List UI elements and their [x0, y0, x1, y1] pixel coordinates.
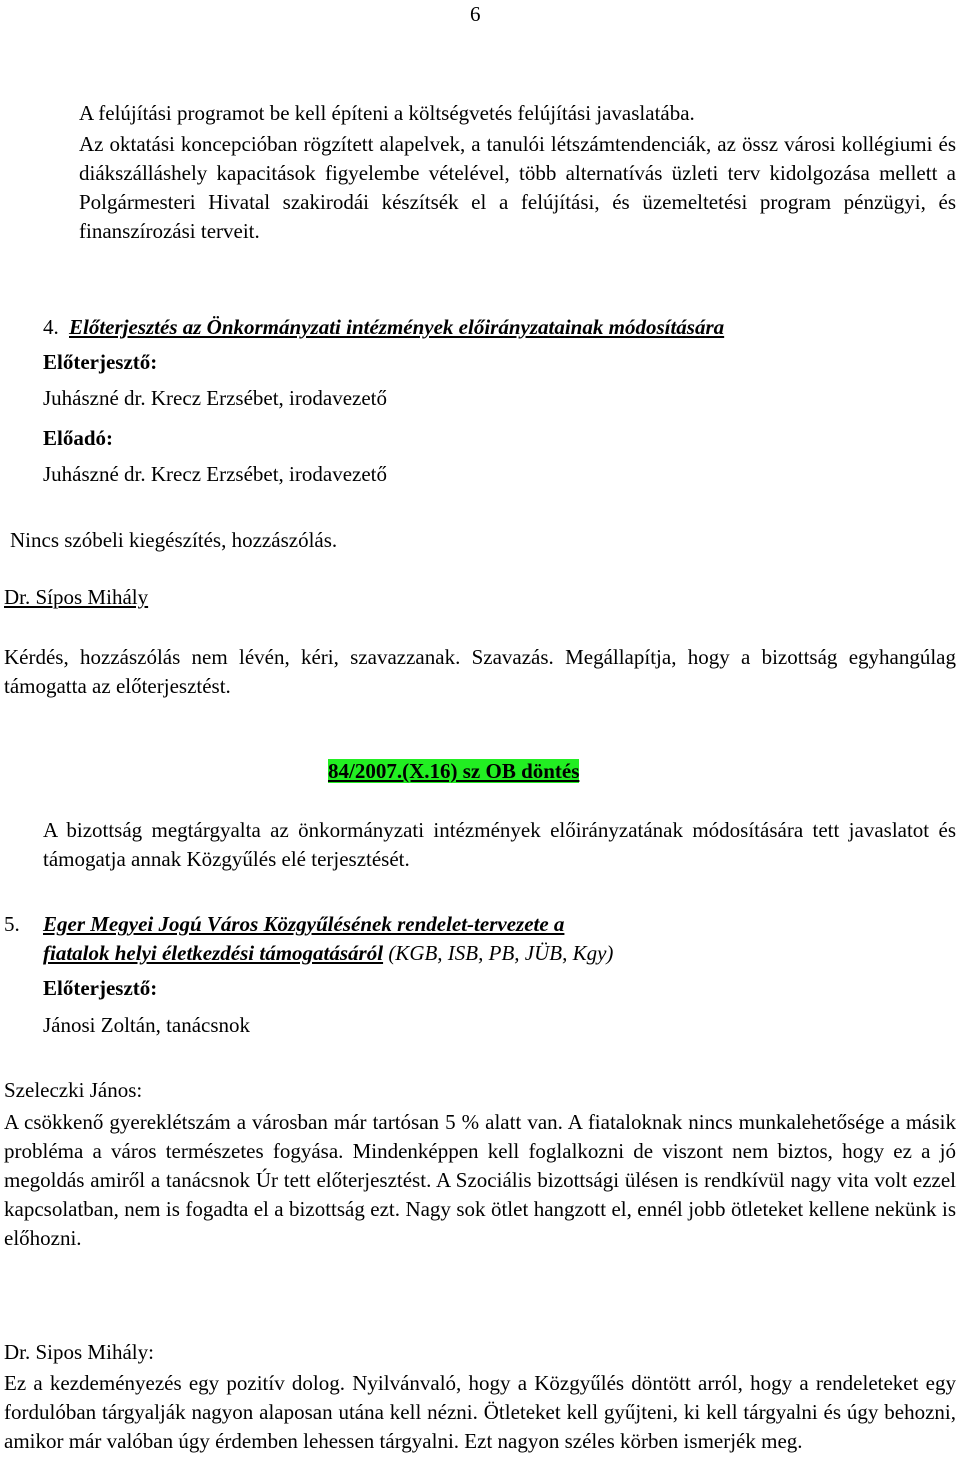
- speaker1-text: A csökkenő gyereklétszám a városban már tartósan 5 % alatt van. A fiataloknak nincs munkalehetősége a másik probléma a város természetes fogyása. Mindenképpen kell foglalkozni de viszont nem biztos, hogy ez a jó megoldás amiről a tanácsnok Úr tett előterjesztést. A Szociális bizottsági ülésen is rendkívül nagy vita volt ezzel kapcsolatban, nem is fogadta el a bizottság ezt. Nagy sok ötlet hangzott el, ennél jobb ötleteket kellene nekünk is előhozni.: [4, 1110, 956, 1250]
- item4-number: 4.: [43, 315, 59, 339]
- item5-title-line2: [43, 941, 613, 966]
- speaker1-name: Szeleczki János:: [4, 1078, 143, 1102]
- intro-line: A felújítási programot be kell építeni a költségvetés felújítási javaslatába.: [79, 101, 695, 125]
- item4-title: Előterjesztés az Önkormányzati intézmények előirányzatainak módosítására: [69, 315, 725, 339]
- item4-presenter: Juhászné dr. Krecz Erzsébet, irodavezető: [43, 386, 387, 410]
- item5-title-line1: Eger Megyei Jogú Város Közgyűlésének rendelet-tervezete a: [43, 912, 565, 936]
- item4-speaker-label: Előadó:: [43, 426, 114, 450]
- chair-name: Dr. Sípos Mihály: [4, 585, 149, 609]
- page-number: 6: [470, 2, 481, 26]
- speaker2-name: Dr. Sipos Mihály:: [4, 1340, 154, 1364]
- decision-id: [328, 759, 579, 784]
- decision-highlight: 84/2007.(X.16) sz OB döntés: [328, 759, 580, 783]
- speaker2-text: Ez a kezdeményezés egy pozitív dolog. Nyilvánvaló, hogy a Közgyűlés döntött arról, hogy a rendeleteket egy fordulóban tárgyalják nagyon alaposan utána kell nézni. Ötleteket kell gyűjteni, ki kell tárgyalni és úgy behozni, amikor már valóban úgy érdemben lehessen tárgyalni. Ezt nagyon széles körben ismerjék meg.: [4, 1371, 956, 1453]
- decision-text: A bizottság megtárgyalta az önkormányzati intézmények előirányzatának módosítására tett javaslatot és támogatja annak Közgyűlés elé terjesztését.: [43, 818, 956, 871]
- item5-number: 5.: [4, 912, 20, 936]
- item4-speaker: Juhászné dr. Krecz Erzsébet, irodavezető: [43, 462, 387, 486]
- item5-title-main: fiatalok helyi életkezdési támogatásáról: [43, 941, 384, 965]
- item5-presenter: Jánosi Zoltán, tanácsnok: [43, 1013, 251, 1037]
- item5-title-committees: (KGB, ISB, PB, JÜB, Kgy): [383, 941, 614, 965]
- item4-presenter-label: Előterjesztő:: [43, 350, 158, 374]
- intro-paragraph: Az oktatási koncepcióban rögzített alapelvek, a tanulói létszámtendenciák, az össz városi kollégiumi és diákszálláshely kapacitások figyelembe vételével, több alternatívás üzleti terv kidolgozása mellett a Polgármesteri Hivatal szakirodái készítsék el a felújítási, és üzemeltetési program pénzügyi, és finanszírozási terveit.: [79, 132, 956, 243]
- item5-presenter-label: Előterjesztő:: [43, 976, 158, 1000]
- vote-text: Kérdés, hozzászólás nem lévén, kéri, szavazzanak. Szavazás. Megállapítja, hogy a bizottság egyhangúlag támogatta az előterjesztést.: [4, 645, 956, 698]
- no-comment-note: Nincs szóbeli kiegészítés, hozzászólás.: [10, 528, 338, 552]
